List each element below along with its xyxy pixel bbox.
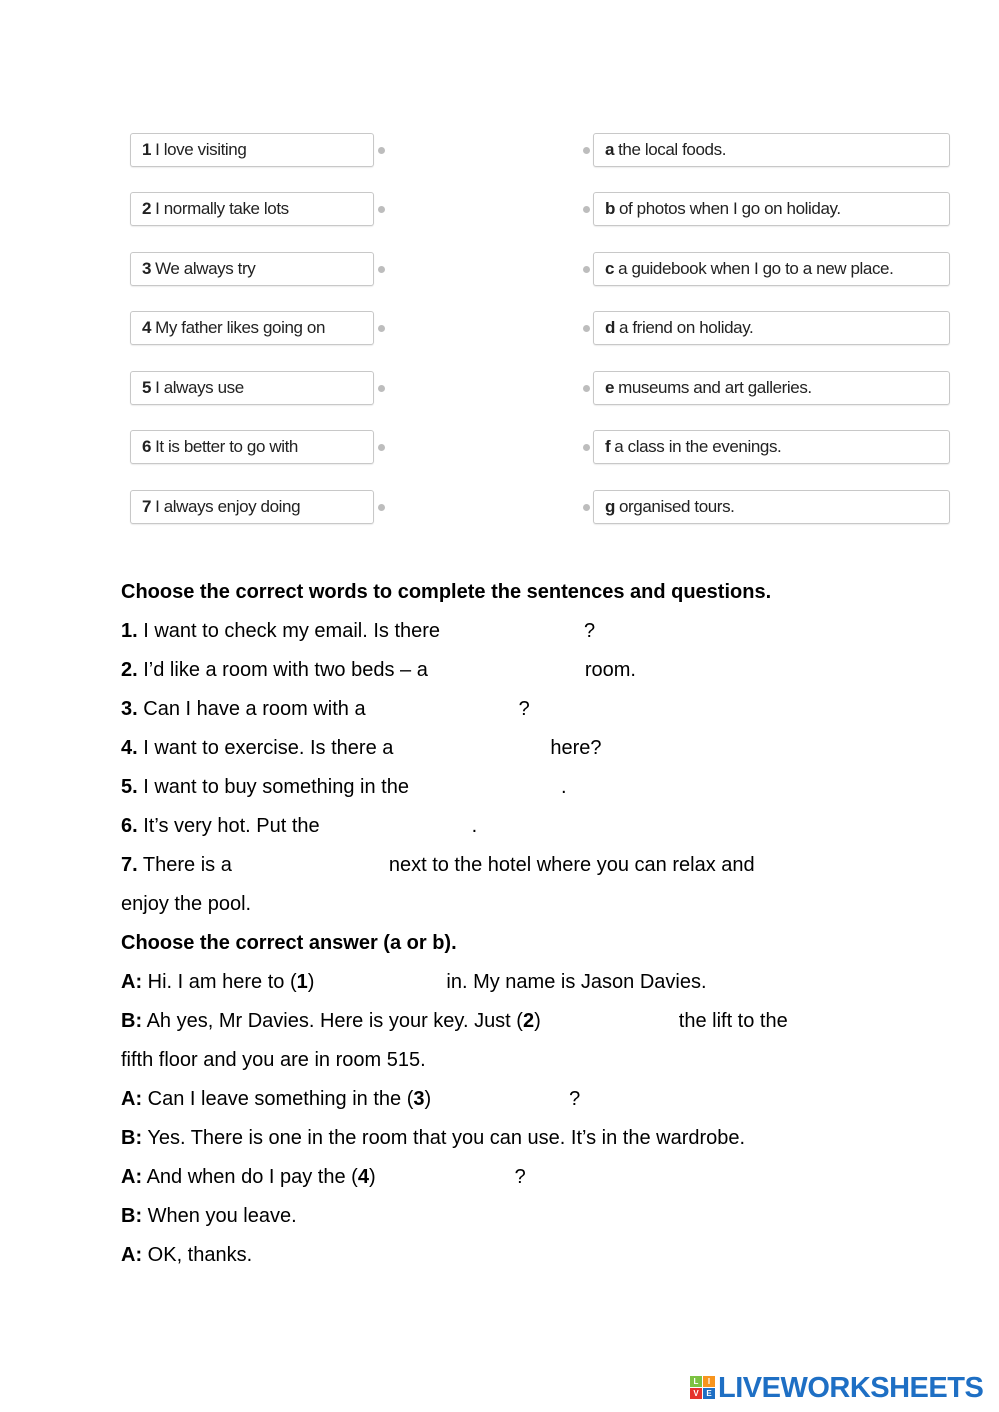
sentence-2: 2. I’d like a room with two beds – a room. <box>121 659 636 681</box>
sentence-3: 3. Can I have a room with a ? <box>121 698 530 720</box>
match-left-dot[interactable] <box>378 504 385 511</box>
match-left-dot[interactable] <box>378 147 385 154</box>
dialogue-line: A: OK, thanks. <box>121 1244 253 1266</box>
match-left-dot[interactable] <box>378 325 385 332</box>
match-left-item[interactable]: 1 I love visiting <box>130 133 374 167</box>
match-left-item[interactable]: 6 It is better to go with <box>130 430 374 464</box>
match-right-dot[interactable] <box>583 325 590 332</box>
match-right-dot[interactable] <box>583 147 590 154</box>
match-left-item[interactable]: 5 I always use <box>130 371 374 405</box>
match-right-dot[interactable] <box>583 444 590 451</box>
liveworksheets-logo[interactable] <box>690 1372 983 1404</box>
dialogue-line: B: Ah yes, Mr Davies. Here is your key. Just (2) the lift to the <box>121 1010 788 1032</box>
liveworksheets-logo-icon: L I V E <box>690 1376 716 1400</box>
dialogue-line: A: Hi. I am here to (1) in. My name is Jason Davies. <box>121 971 707 993</box>
liveworksheets-logo-text: LIVEWORKSHEETS <box>718 1371 984 1404</box>
match-right-item[interactable]: f a class in the evenings. <box>593 430 950 464</box>
match-left-item[interactable]: 7 I always enjoy doing <box>130 490 374 524</box>
match-left-dot[interactable] <box>378 206 385 213</box>
match-right-item[interactable]: a the local foods. <box>593 133 950 167</box>
dialogue-line: fifth floor and you are in room 515. <box>121 1049 426 1071</box>
dialogue-line: B: Yes. There is one in the room that you can use. It’s in the wardrobe. <box>121 1127 746 1149</box>
sentence-6: 6. It’s very hot. Put the . <box>121 815 478 837</box>
dialogue-line: B: When you leave. <box>121 1205 297 1227</box>
match-right-item[interactable]: e museums and art galleries. <box>593 371 950 405</box>
sentence-4: 4. I want to exercise. Is there a here? <box>121 737 602 759</box>
dialogue-line: A: And when do I pay the (4) ? <box>121 1166 526 1188</box>
match-right-dot[interactable] <box>583 206 590 213</box>
match-left-dot[interactable] <box>378 444 385 451</box>
match-right-item[interactable]: d a friend on holiday. <box>593 311 950 345</box>
match-right-item[interactable]: b of photos when I go on holiday. <box>593 192 950 226</box>
sentence-7-continuation: enjoy the pool. <box>121 893 252 915</box>
sentence-5: 5. I want to buy something in the . <box>121 776 567 798</box>
match-right-item[interactable]: c a guidebook when I go to a new place. <box>593 252 950 286</box>
match-left-item[interactable]: 3 We always try <box>130 252 374 286</box>
match-left-dot[interactable] <box>378 385 385 392</box>
match-right-dot[interactable] <box>583 504 590 511</box>
match-right-dot[interactable] <box>583 266 590 273</box>
match-right-item[interactable]: g organised tours. <box>593 490 950 524</box>
sentence-1: 1. I want to check my email. Is there ? <box>121 620 596 642</box>
sentence-7: 7. There is a next to the hotel where you can relax and <box>121 854 755 876</box>
section1-heading: Choose the correct words to complete the sentences and questions. <box>121 581 772 603</box>
match-left-item[interactable]: 4 My father likes going on <box>130 311 374 345</box>
dialogue-line: A: Can I leave something in the (3) ? <box>121 1088 581 1110</box>
match-left-dot[interactable] <box>378 266 385 273</box>
section2-heading: Choose the correct answer (a or b). <box>121 932 457 954</box>
match-right-dot[interactable] <box>583 385 590 392</box>
match-left-item[interactable]: 2 I normally take lots <box>130 192 374 226</box>
